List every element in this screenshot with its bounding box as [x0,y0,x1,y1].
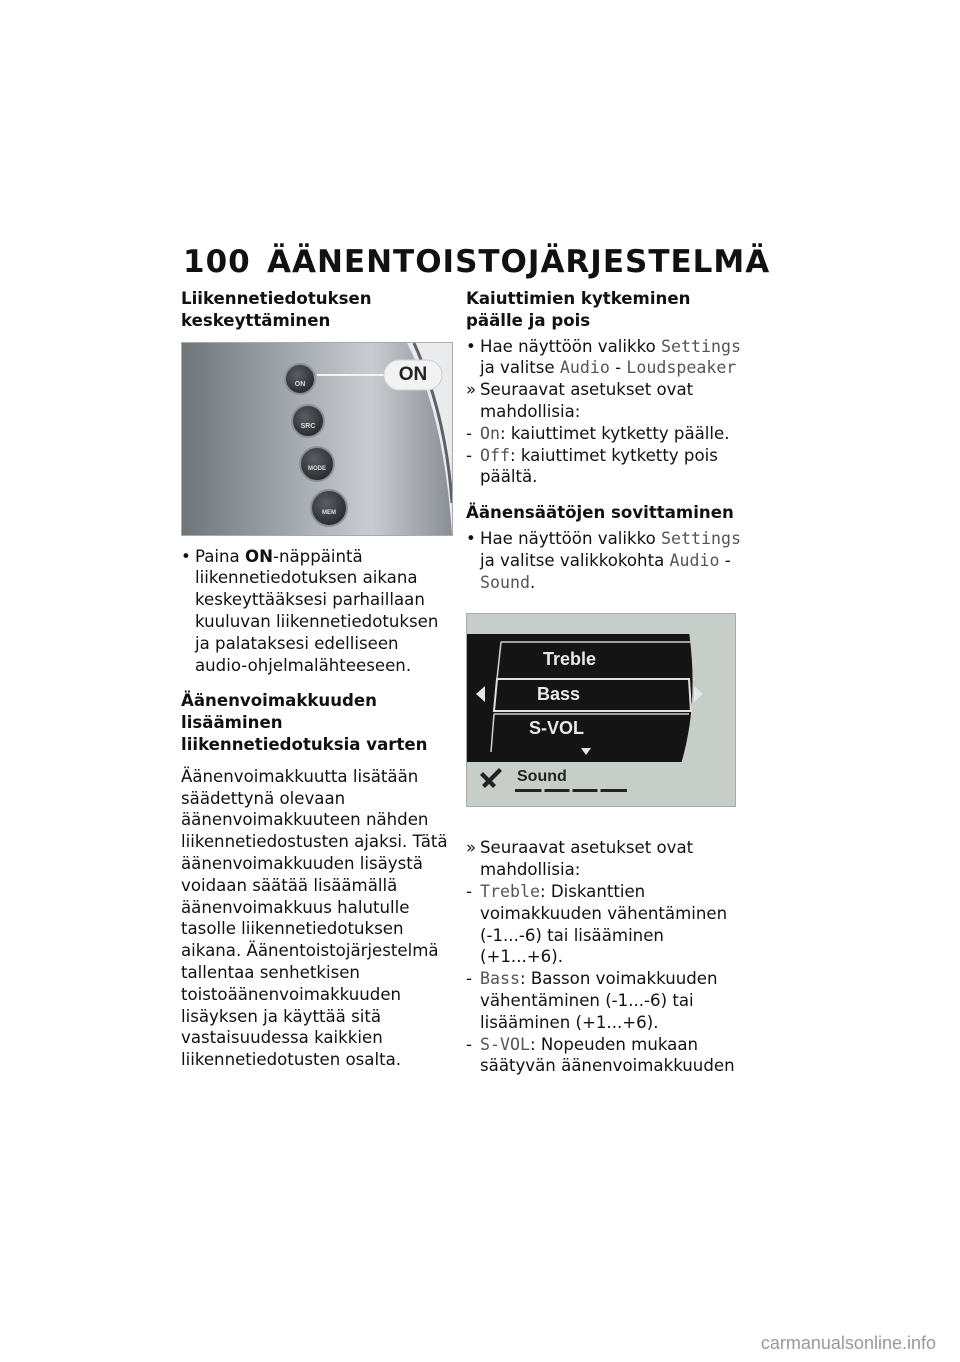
sound-menu-display [467,614,735,806]
section-title-speakers: Kaiuttimien kytkeminen päälle ja pois [466,289,691,330]
menu-item-treble: Treble [543,649,597,670]
sound-footer-label: Sound [517,768,567,786]
option-s-vol: - S-VOL: Nopeuden mukaan säätyvän äänenvoimakkuuden [466,1034,735,1076]
src-button: SRC [291,404,325,438]
on-callout-label: ON [398,363,428,385]
menu-item-bass: Bass [537,684,581,705]
result-options-speakers: » Seuraavat asetukset ovat mahdollisia: [466,380,694,421]
chapter-title: ÄÄNENTOISTOJÄRJESTELMÄ [267,244,771,280]
section-title-traffic-interrupt: Liikennetiedotuksen keskeyttäminen [181,289,372,330]
option-on: - On: kaiuttimet kytketty päälle. [466,423,730,443]
mode-button: MODE [299,446,335,482]
option-off: - Off: kaiuttimet kytketty pois päältä. [466,445,718,487]
page-header [183,244,770,280]
on-button: ON [284,363,316,395]
button-panel-figure [181,342,453,536]
menu-item-s-vol: S-VOL [529,718,585,739]
right-column [466,288,742,1077]
mem-button: MEM [310,489,348,527]
option-treble: - Treble: Diskanttien voimakkuuden vähentäminen (-1...-6) tai lisääminen (+1...+6). [466,881,728,967]
bullet-open-sound-menu: • Hae näyttöön valikko Settings ja valitse valikkokohta Audio - Sound. [466,528,741,592]
sound-menu-figure [466,613,736,807]
volume-increase-paragraph: Äänenvoimakkuutta lisätään säädettynä olevaan äänenvoimakkuuteen nähden liikennetiedostusten ajaksi. Tätä äänenvoimakkuuden lisäystä voidaan säätää lisäämällä äänenvoimakkuus halutulle tasolle liikennetiedotuksen aikana. Äänentoistojärjestelmä tallentaa senhetkisen toistoäänenvoimakkuuden lisäyksen ja käyttää sitä vastaisuudessa kaikkien liikennetiedotusten osalta. [181,766,448,1070]
bullet-press-on: • Paina ON-näppäintä liikennetiedotuksen aikana keskeyttääksesi parhaillaan kuuluvan liikennetiedotuksen ja palataksesi edelliseen audio-ohjelmalähteeseen. [181,546,439,675]
left-column [181,288,451,1081]
section-title-sound-settings: Äänensäätöjen sovittaminen [466,503,734,523]
watermark: carmanualsonline.info [760,1333,936,1353]
wrench-icon [479,764,503,784]
bullet-open-loudspeaker-menu: • Hae näyttöön valikko Settings ja valitse Audio - Loudspeaker [466,336,741,378]
option-bass: - Bass: Basson voimakkuuden vähentäminen (-1...-6) tai lisääminen (+1...+6). [466,969,718,1032]
page-number: 100 [183,244,251,280]
result-options-sound: » Seuraavat asetukset ovat mahdollisia: [466,838,694,880]
section-title-volume-increase: Äänenvoimakkuuden lisääminen liikennetiedotuksia varten [181,691,428,754]
